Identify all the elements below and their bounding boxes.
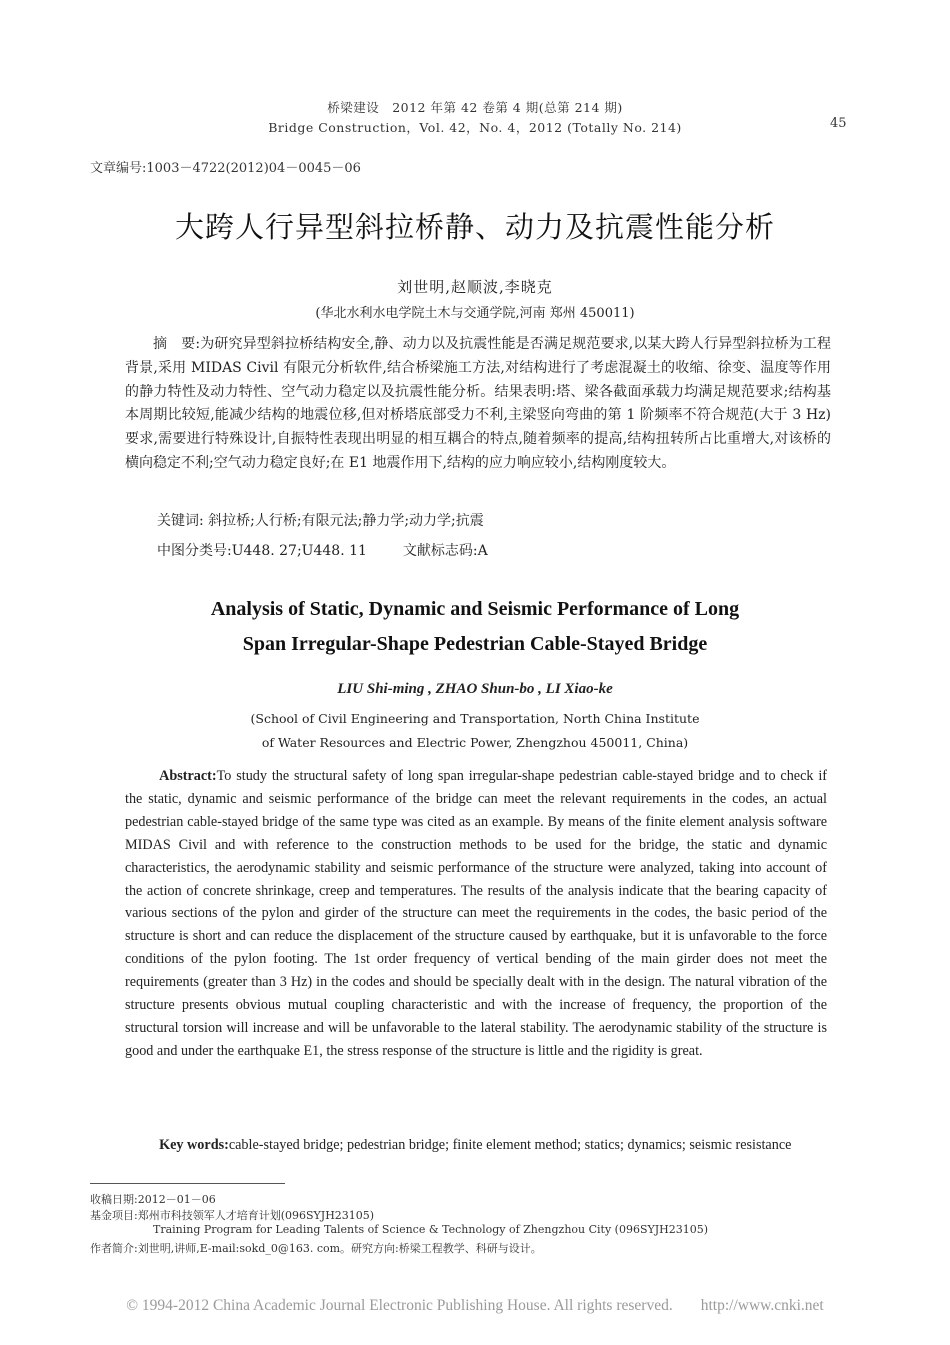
chinese-affiliation: (华北水利水电学院土木与交通学院,河南 郑州 450011) — [315, 306, 635, 321]
copyright-watermark — [0, 1297, 950, 1315]
clc-value: U448. 27;U448. 11 — [231, 543, 367, 559]
copyright-text: © 1994-2012 China Academic Journal Electronic Publishing House. All rights reserved. — [126, 1297, 673, 1314]
english-affiliation-line-1: (School of Civil Engineering and Transportation, North China Institute — [250, 711, 700, 726]
clc-label: 中图分类号: — [157, 543, 232, 559]
english-title-line-2: Span Irregular-Shape Pedestrian Cable-Stayed Bridge — [242, 633, 708, 655]
chinese-title: 大跨人行异型斜拉桥静、动力及抗震性能分析 — [174, 210, 775, 244]
chinese-keywords-text: 斜拉桥;人行桥;有限元法;静力学;动力学;抗震 — [208, 513, 484, 529]
chinese-abstract — [125, 333, 831, 476]
english-affiliation-line-2: of Water Resources and Electric Power, Zhengzhou 450011, China) — [261, 735, 689, 750]
journal-header-en: Bridge Construction，Vol. 42，No. 4，2012 (Totally No. 214) — [268, 120, 682, 135]
chinese-abstract-label: 摘 要: — [153, 336, 201, 352]
english-abstract-text: To study the structural safety of long span irregular-shape pedestrian cable-stayed bridge and to check if the static, dynamic and seismic performance of the bridge can meet the relevant requirements in the codes, an actual pedestrian cable-stayed bridge of the same type was cited as an example. By means of the finite element analysis software MIDAS Civil and with reference to the construction methods to be used for the bridge, the static and dynamic characteristics, the aerodynamic stability and seismic performance of the structure were analyzed, taking into account of the action of concrete shrinkage, creep and temperatures. The results of the analysis indicate that the bearing capacity of various sections of the pylon and girder of the structure can meet the requirements in the codes, the basic period of the structure is short and can reduce the displacement of the structure caused by earthquake, but it is unfavorable to the force conditions of the pylon footing. The 1st order frequency of vertical bending of the main girder does not meet the requirements (greater than 3 Hz) in the codes and should be specially dealt with in the design. The natural vibration of the structure presents obvious mutual coupling characteristic and with the increase of frequency, the proportion of the structural torsion will increase and will be unfavorable to the lateral stability. The aerodynamic stability of the structure is good and under the earthquake E1, the stress response of the structure is little and the rigidity is great. — [125, 768, 827, 1059]
english-abstract-label: Abstract: — [159, 768, 217, 784]
chinese-abstract-text: 为研究异型斜拉桥结构安全,静、动力以及抗震性能是否满足规范要求,以某大跨人行异型斜拉桥为工程背景,采用 MIDAS Civil 有限元分析软件,结合桥梁施工方法,对结构进行了考虑混凝土的收缩、徐变、温度等作用的静力特性及动力特性、空气动力稳定以及抗震性能分析。结果表明:塔、梁各截面承载力均满足规范要求;结构基本周期比较短,能减少结构的地震位移,但对桥塔底部受力不利,主梁竖向弯曲的第 1 阶频率不符合规范(大于 3 Hz)要求,需要进行特殊设计,自振特性表现出明显的相互耦合的特点,随着频率的提高,结构扭转所占比重增大,对该桥的横向稳定不利;空气动力稳定良好;在 E1 地震作用下,结构的应力响应较小,结构刚度较大。 — [125, 336, 831, 471]
footnote-fund-en: Training Program for Leading Talents of Science & Technology of Zhengzhou City (096SYJH23105) — [153, 1223, 709, 1236]
footnote-fund-cn: 基金项目:郑州市科技领军人才培育计划(096SYJH23105) — [90, 1209, 375, 1222]
english-affiliation — [0, 707, 950, 755]
doc-code-value: A — [477, 543, 488, 559]
article-number: 文章编号:1003－4722(2012)04－0045－06 — [90, 161, 361, 176]
footnote-author-bio: 作者简介:刘世明,讲师,E-mail:sokd_0@163. com。研究方向:桥梁工程教学、科研与设计。 — [90, 1242, 542, 1255]
english-abstract — [125, 765, 827, 1063]
page-number: 45 — [830, 116, 847, 131]
english-keywords — [125, 1134, 827, 1157]
classification-line — [157, 540, 488, 560]
chinese-keywords-label: 关键词: — [157, 513, 204, 529]
english-keywords-label: Key words: — [159, 1137, 229, 1153]
chinese-keywords — [157, 510, 484, 530]
footnote-divider — [90, 1183, 285, 1184]
english-title-line-1: Analysis of Static, Dynamic and Seismic Performance of Long — [210, 598, 740, 620]
footnote-received: 收稿日期:2012－01－06 — [90, 1193, 216, 1206]
chinese-authors: 刘世明,赵顺波,李晓克 — [397, 278, 553, 296]
english-authors: LIU Shi-ming , ZHAO Shun-bo , LI Xiao-ke — [337, 681, 613, 697]
cnki-url[interactable]: http://www.cnki.net — [700, 1297, 824, 1314]
doc-code-label: 文献标志码: — [402, 543, 478, 559]
english-title — [0, 592, 950, 662]
journal-header-cn: 桥梁建设 2012 年第 42 卷第 4 期(总第 214 期) — [327, 100, 623, 115]
english-keywords-text: cable-stayed bridge; pedestrian bridge; finite element method; statics; dynamics; seismic resistance — [228, 1137, 792, 1153]
